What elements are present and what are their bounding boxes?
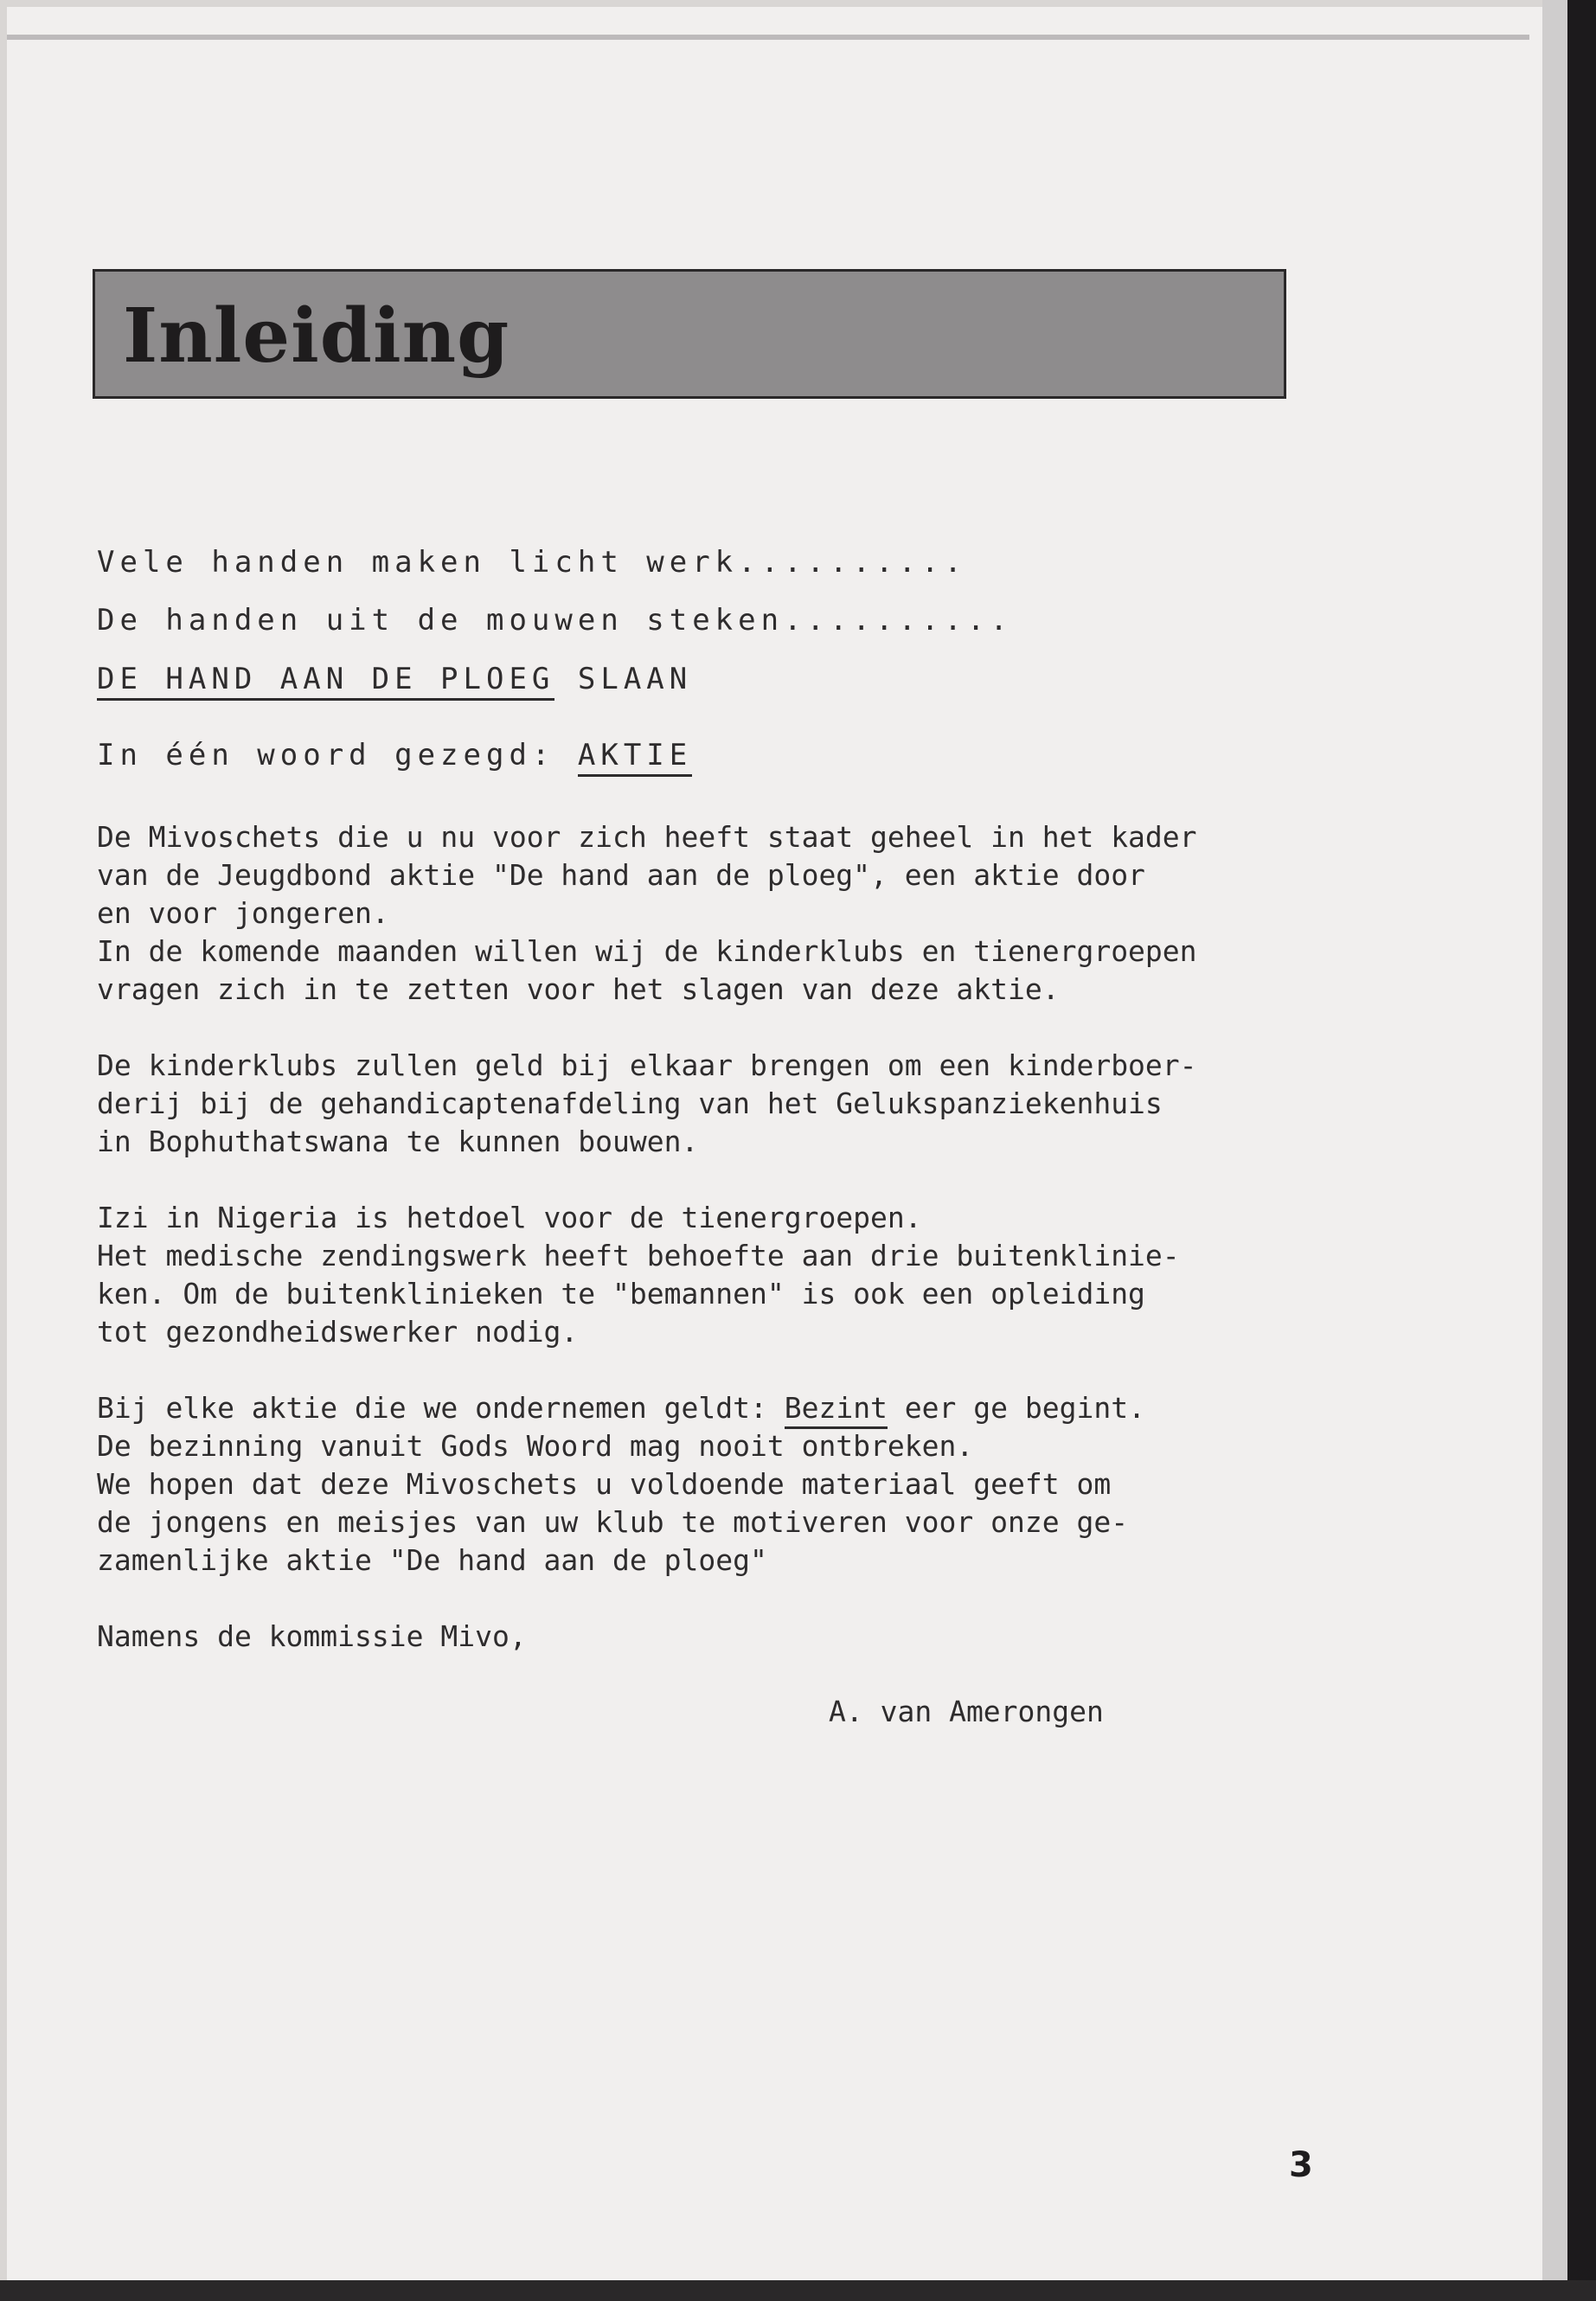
heading-banner (93, 269, 1286, 399)
closing-line: Namens de kommissie Mivo, (97, 1619, 527, 1653)
signature: A. van Amerongen (829, 1695, 1104, 1728)
paragraph-bezinning (97, 1389, 1145, 1580)
page-number: 3 (1289, 2145, 1313, 2185)
binder-edge (1567, 0, 1596, 2301)
paragraph-kinderklubs: De kinderklubs zullen geld bij elkaar brengen om een kinderboer- derij bij de gehandicaptenafdeling van het Gelukspanziekenhuis in Bophuthatswana te kunnen bouwen. (97, 1048, 1197, 1158)
slogan-line-1: Vele handen maken licht werk.......... (97, 545, 967, 580)
slogan-line-4-prefix: In één woord gezegd: (97, 738, 578, 772)
paragraph-intro: De Mivoschets die u nu voor zich heeft staat geheel in het kader van de Jeugdbond aktie "De hand aan de ploeg", een aktie door en voor jongeren. In de komende maanden willen wij de kinderklubs en tienergroepen vragen zich in te zetten voor het slagen van deze aktie. (97, 820, 1197, 1006)
slogan-line-3 (97, 662, 692, 696)
slogan-underlined-phrase: DE HAND AAN DE PLOEG (97, 662, 554, 701)
underlined-word: Bezint (785, 1391, 888, 1429)
slogan-line-2: De handen uit de mouwen steken.......... (97, 603, 1013, 638)
paragraph-tienergroepen: Izi in Nigeria is hetdoel voor de tienergroepen. Het medische zendingswerk heeft behoefte aan drie buitenklinie- ken. Om de buitenklinieken te "bemannen" is ook een opleiding tot gezondheidswerker nodig. (97, 1201, 1180, 1349)
page-title: Inleiding (123, 292, 510, 380)
page-top-edge (7, 35, 1529, 40)
paragraph-bezinning-prefix: Bij elke aktie die we ondernemen geldt: (97, 1391, 785, 1425)
page-bottom-edge (0, 2280, 1596, 2301)
page-right-shadow (1542, 0, 1567, 2301)
slogan-line-3-rest: SLAAN (554, 662, 693, 696)
slogan-keyword: AKTIE (578, 738, 692, 777)
slogan-line-4 (97, 738, 692, 772)
paragraph-bezinning-rest: eer ge begint. De bezinning vanuit Gods Woord mag nooit ontbreken. We hopen dat deze Mivoschets u voldoende materiaal geeft om de jongens en meisjes van uw klub te motiveren voor onze ge- zamenlijke aktie "De hand aan de ploeg" (97, 1391, 1145, 1577)
